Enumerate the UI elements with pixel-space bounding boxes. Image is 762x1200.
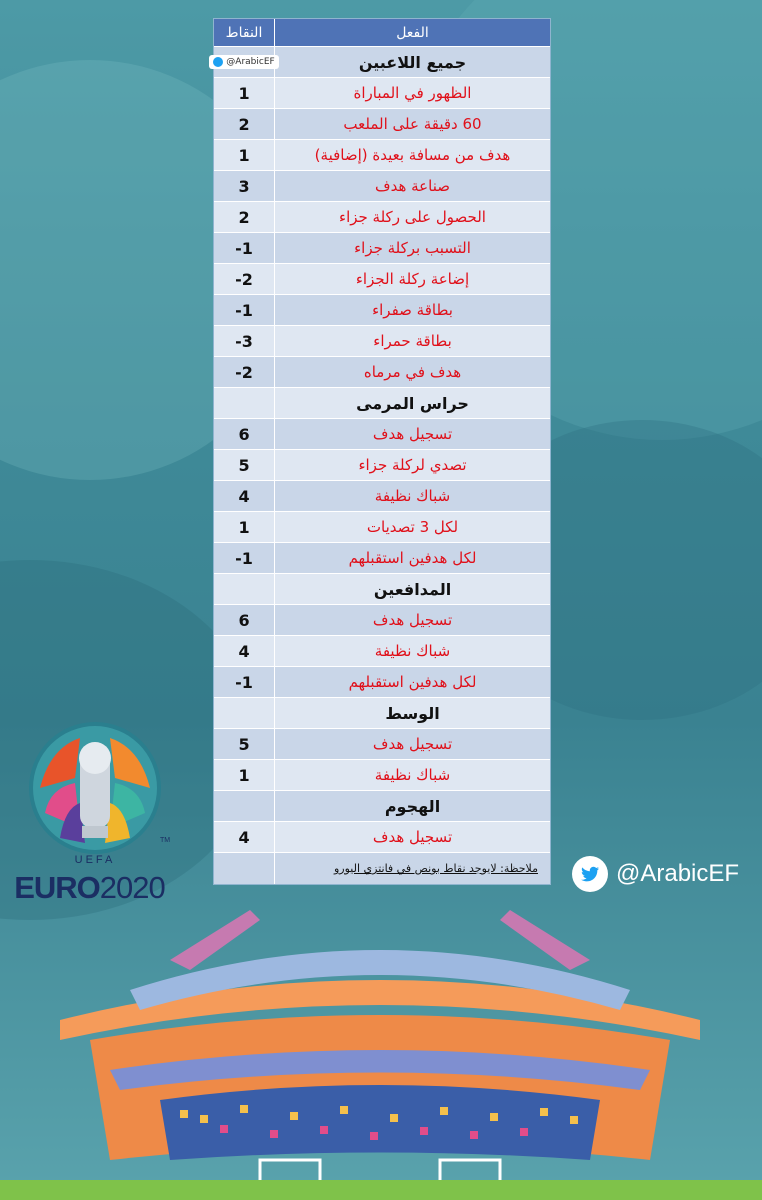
points-value: 2 <box>238 207 250 227</box>
points-cell <box>214 202 275 232</box>
header-points: النقاط <box>214 19 275 46</box>
twitter-bird-icon <box>572 856 608 892</box>
table-row <box>214 78 550 109</box>
action-label: بطاقة حمراء <box>373 332 452 350</box>
table-row <box>214 512 550 543</box>
points-value: -3 <box>235 331 253 351</box>
stadium-illustration <box>0 900 762 1200</box>
points-value: 3 <box>238 176 250 196</box>
points-value: -2 <box>235 362 253 382</box>
table-row <box>214 636 550 667</box>
uefa-label: UEFA <box>74 854 116 866</box>
points-cell <box>214 698 275 728</box>
twitter-handle-text: @ArabicEF <box>616 860 740 887</box>
action-label: تصدي لركلة جزاء <box>358 456 467 474</box>
points-cell <box>214 388 275 418</box>
points-value: 4 <box>238 486 250 506</box>
action-label: تسجيل هدف <box>372 735 453 753</box>
points-cell <box>214 760 275 790</box>
points-value: -1 <box>235 300 253 320</box>
table-row <box>214 326 550 357</box>
points-value: 1 <box>238 765 250 785</box>
table-row <box>214 202 550 233</box>
points-cell <box>214 419 275 449</box>
table-row <box>214 233 550 264</box>
points-value: -1 <box>235 238 253 258</box>
action-label: لكل 3 تصديات <box>366 518 459 536</box>
table-row <box>214 481 550 512</box>
section-row <box>214 574 550 605</box>
table-row <box>214 357 550 388</box>
action-label: شباك نظيفة <box>374 487 451 505</box>
points-cell <box>214 574 275 604</box>
points-cell <box>214 512 275 542</box>
section-title: حراس المرمى <box>356 393 469 413</box>
badge-text: @ArabicEF <box>226 57 275 67</box>
action-label: هدف من مسافة بعيدة (إضافية) <box>314 146 511 164</box>
action-label: تسجيل هدف <box>372 425 453 443</box>
action-label: لكل هدفين استقبلهم <box>348 673 477 691</box>
action-label: تسجيل هدف <box>372 828 453 846</box>
table-row <box>214 543 550 574</box>
points-cell <box>214 543 275 573</box>
action-label: الحصول على ركلة جزاء <box>339 208 486 226</box>
action-label: 60 دقيقة على الملعب <box>343 115 482 133</box>
action-label: شباك نظيفة <box>374 642 451 660</box>
section-row <box>214 698 550 729</box>
points-value: -1 <box>235 672 253 692</box>
table-row <box>214 109 550 140</box>
points-value: 4 <box>238 827 250 847</box>
table-row <box>214 264 550 295</box>
points-table <box>213 18 551 885</box>
table-row <box>214 419 550 450</box>
points-cell <box>214 481 275 511</box>
points-value: 6 <box>238 610 250 630</box>
header-action: الفعل <box>396 24 429 41</box>
section-row <box>214 47 550 78</box>
table-row <box>214 822 550 853</box>
points-value: 6 <box>238 424 250 444</box>
section-title: جميع اللاعبين <box>358 52 467 72</box>
points-cell <box>214 295 275 325</box>
section-title: الوسط <box>385 703 440 723</box>
points-value: 1 <box>238 517 250 537</box>
points-value: 1 <box>238 83 250 103</box>
twitter-handle[interactable] <box>572 856 739 892</box>
section-row <box>214 388 550 419</box>
action-label: لكل هدفين استقبلهم <box>348 549 477 567</box>
trademark-mark: TM <box>160 837 171 844</box>
action-label: التسبب بركلة جزاء <box>354 239 471 257</box>
table-row <box>214 171 550 202</box>
action-label: تسجيل هدف <box>372 611 453 629</box>
points-cell <box>214 636 275 666</box>
action-label: الظهور في المباراة <box>353 84 472 102</box>
table-row <box>214 140 550 171</box>
points-cell <box>214 605 275 635</box>
points-cell <box>214 791 275 821</box>
table-header <box>214 19 550 47</box>
twitter-bird-icon <box>213 57 223 67</box>
twitter-badge <box>209 55 278 69</box>
points-cell <box>214 667 275 697</box>
points-value: 5 <box>238 455 250 475</box>
points-value: 2 <box>238 114 250 134</box>
note-row <box>214 853 550 884</box>
euro-year: 2020 <box>99 870 165 905</box>
note-text: ملاحظة: لايوجد نقاط بونص في فانتزي اليورو <box>333 862 538 875</box>
section-title: المدافعين <box>373 579 452 599</box>
points-cell <box>214 264 275 294</box>
points-cell <box>214 729 275 759</box>
points-value: 1 <box>238 145 250 165</box>
table-row <box>214 295 550 326</box>
points-cell <box>214 47 275 77</box>
points-cell <box>214 450 275 480</box>
euro-word: EURO <box>14 870 100 905</box>
table-row <box>214 760 550 791</box>
table-row <box>214 729 550 760</box>
points-cell <box>214 140 275 170</box>
points-value: -2 <box>235 269 253 289</box>
points-cell <box>214 78 275 108</box>
points-cell <box>214 233 275 263</box>
points-cell <box>214 853 275 884</box>
action-label: شباك نظيفة <box>374 766 451 784</box>
points-cell <box>214 822 275 852</box>
action-label: بطاقة صفراء <box>372 301 453 319</box>
action-label: صناعة هدف <box>375 177 450 195</box>
table-row <box>214 605 550 636</box>
points-cell <box>214 357 275 387</box>
table-row <box>214 450 550 481</box>
points-cell <box>214 326 275 356</box>
points-value: -1 <box>235 548 253 568</box>
points-value: 4 <box>238 641 250 661</box>
points-cell <box>214 109 275 139</box>
action-label: إضاعة ركلة الجزاء <box>355 270 470 288</box>
points-value: 5 <box>238 734 250 754</box>
action-label: هدف في مرماه <box>363 363 462 381</box>
points-cell <box>214 171 275 201</box>
section-title: الهجوم <box>384 796 441 816</box>
section-row <box>214 791 550 822</box>
table-row <box>214 667 550 698</box>
